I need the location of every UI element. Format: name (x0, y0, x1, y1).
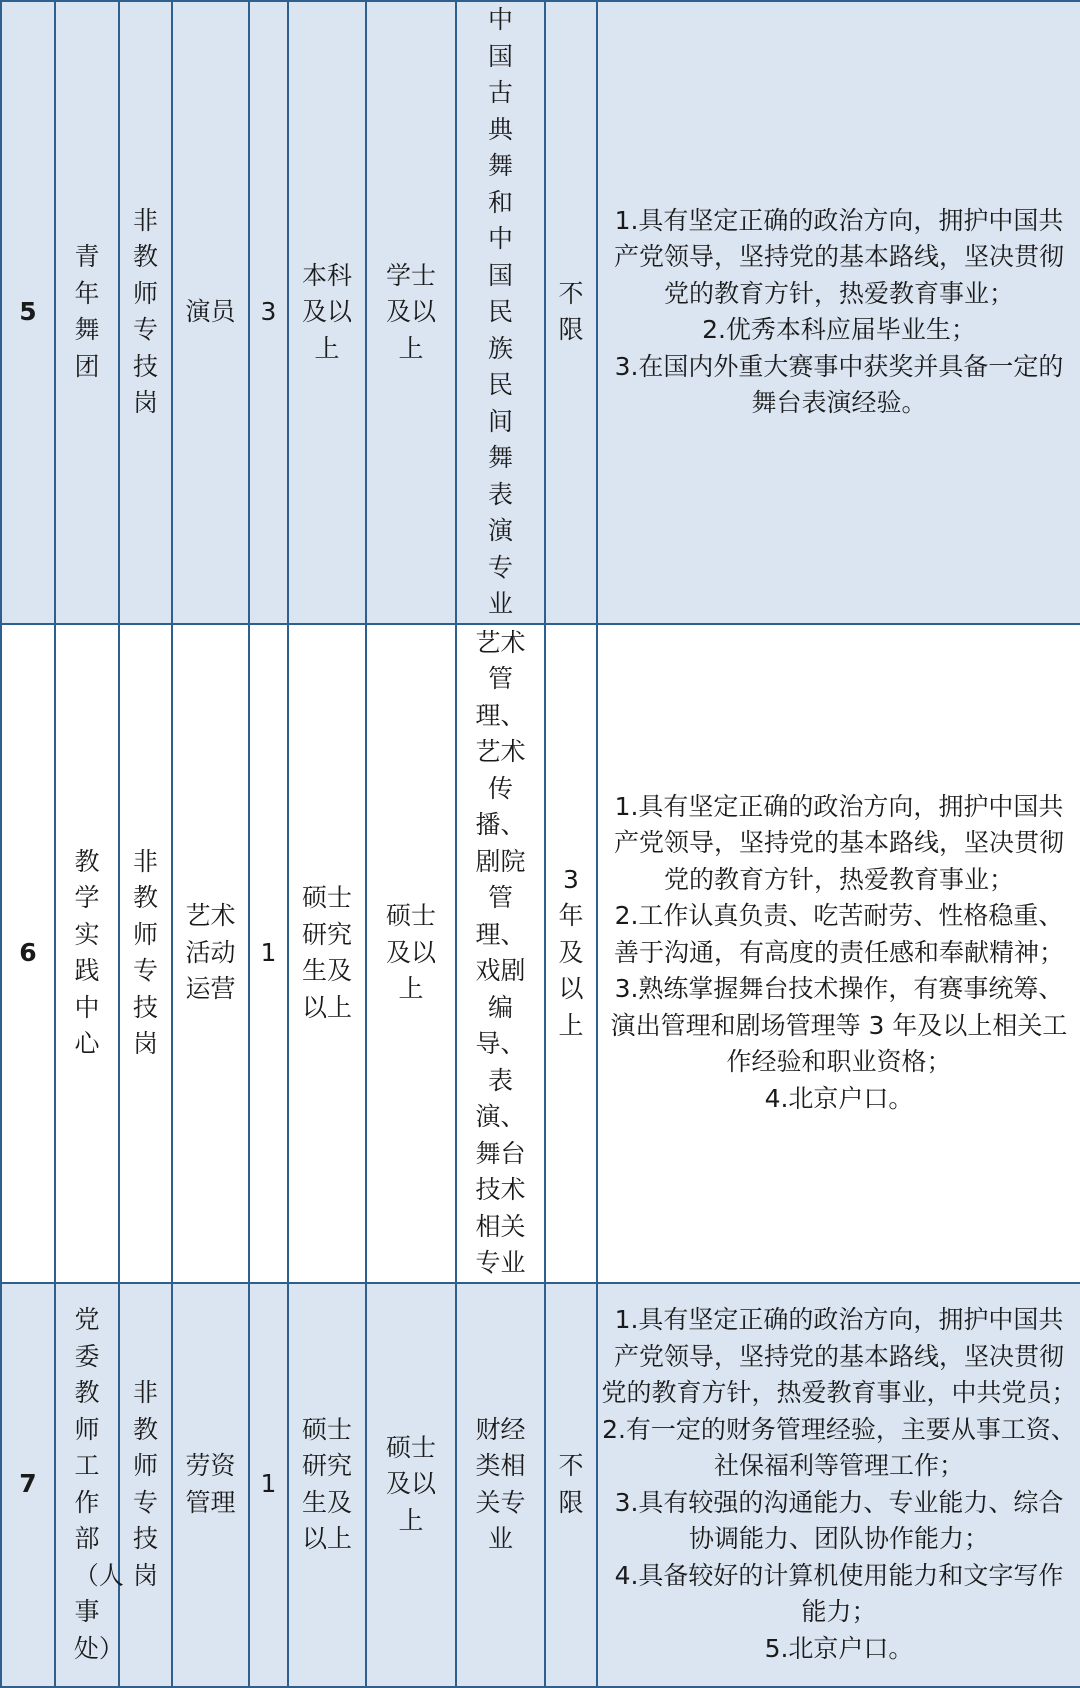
department-cell (55, 1283, 124, 1687)
requirement-line: 1.具有坚定正确的政治方向，拥护中国共 (614, 791, 1064, 821)
major-requirement: 财经类相关专业 (475, 1414, 526, 1553)
education-requirement: 硕士研究生及以上 (301, 1414, 352, 1553)
post-cell (172, 1283, 249, 1687)
requirement-line: 舞台表演经验。 (751, 388, 927, 418)
requirement-line: 能力； (801, 1597, 877, 1626)
requirement-line: 3.熟练掌握舞台技术操作，有赛事统筹、 (614, 974, 1064, 1004)
major-cell (456, 624, 545, 1283)
other-requirements (597, 1, 1080, 624)
degree-requirement: 学士及以上 (385, 260, 436, 363)
requirement-line: 产党领导，坚持党的基本路线，坚决贯彻 (613, 242, 1064, 272)
other-requirements (597, 624, 1080, 1283)
table-row (1, 1, 1080, 624)
row-number: 6 (1, 624, 55, 1283)
major-cell (456, 1283, 545, 1687)
requirement-line: 作经验和职业资格； (726, 1047, 952, 1077)
requirement-line: 社保福利等管理工作； (713, 1451, 964, 1480)
experience-cell (545, 624, 597, 1283)
experience-requirement: 不限 (558, 278, 584, 345)
other-requirements (597, 1283, 1080, 1687)
post-type: 非教师专技岗 (132, 205, 158, 418)
row-number: 7 (1, 1283, 55, 1687)
post-type-cell (119, 624, 172, 1283)
education-cell (288, 1283, 366, 1687)
department-name: 党委教师工作部（人事处） (73, 1305, 124, 1663)
degree-cell (366, 1, 456, 624)
major-requirement: 中国古典舞和中国民族民间舞表演专业 (487, 5, 513, 618)
post-name: 演员 (172, 1, 249, 624)
major-requirement: 艺术管理、艺术传播、剧院管理、戏剧编导、表演、舞台技术相关专业 (475, 627, 526, 1277)
degree-requirement: 硕士及以上 (385, 1432, 436, 1535)
post-cell (172, 624, 249, 1283)
requirement-line: 2.优秀本科应届毕业生； (702, 315, 976, 345)
requirement-line: 党的教育方针，热爱教育事业； (663, 864, 1014, 894)
requirement-line: 3.具有较强的沟通能力、专业能力、综合 (614, 1487, 1064, 1517)
hire-count: 1 (249, 1283, 288, 1687)
experience-requirement: 3年及以上 (558, 864, 584, 1040)
degree-requirement: 硕士及以上 (385, 901, 436, 1004)
degree-cell (366, 1283, 456, 1687)
requirement-line: 党的教育方针，热爱教育事业； (663, 278, 1014, 308)
requirement-line: 演出管理和剧场管理等 3 年及以上相关工 (610, 1010, 1068, 1040)
requirement-line: 产党领导，坚持党的基本路线，坚决贯彻 (613, 1341, 1064, 1371)
post-type-cell (119, 1, 172, 624)
requirement-line: 协调能力、团队协作能力； (688, 1524, 989, 1553)
requirement-line: 3.在国内外重大赛事中获奖并具备一定的 (614, 351, 1064, 381)
post-type: 非教师专技岗 (132, 846, 158, 1058)
requirement-line: 5.北京户口。 (764, 1633, 914, 1663)
post-type: 非教师专技岗 (132, 1378, 158, 1590)
table-row (1, 624, 1080, 1283)
department-name: 青年舞团 (74, 242, 100, 381)
requirement-line: 党的教育方针，热爱教育事业，中共党员； (601, 1378, 1077, 1407)
post-name: 劳资管理 (185, 1451, 236, 1517)
requirement-line: 产党领导，坚持党的基本路线，坚决贯彻 (613, 828, 1064, 858)
table-row (1, 1283, 1080, 1687)
experience-cell (545, 1283, 597, 1687)
education-cell (288, 1, 366, 624)
post-name: 艺术活动运营 (185, 901, 236, 1004)
education-cell (288, 624, 366, 1283)
experience-cell (545, 1, 597, 624)
education-requirement: 硕士研究生及以上 (301, 883, 352, 1022)
hire-count: 1 (249, 624, 288, 1283)
requirement-line: 1.具有坚定正确的政治方向，拥护中国共 (614, 1305, 1064, 1334)
post-type-cell (119, 1283, 172, 1687)
requirement-line: 4.具备较好的计算机使用能力和文字写作 (614, 1560, 1064, 1590)
requirement-line: 1.具有坚定正确的政治方向，拥护中国共 (614, 205, 1064, 235)
requirement-line: 善于沟通，有高度的责任感和奉献精神； (613, 937, 1064, 967)
row-number: 5 (1, 1, 55, 624)
requirement-line: 4.北京户口。 (764, 1083, 914, 1113)
hire-count: 3 (249, 1, 288, 624)
department-name: 教学实践中心 (74, 846, 100, 1058)
requirement-line: 2.有一定的财务管理经验，主要从事工资、 (602, 1414, 1076, 1444)
major-cell (456, 1, 545, 624)
requirement-line: 2.工作认真负责、吃苦耐劳、性格稳重、 (614, 901, 1064, 931)
degree-cell (366, 624, 456, 1283)
education-requirement: 本科及以上 (301, 260, 352, 363)
experience-requirement: 不限 (558, 1451, 584, 1517)
department-cell (55, 1, 119, 624)
department-cell (55, 624, 119, 1283)
